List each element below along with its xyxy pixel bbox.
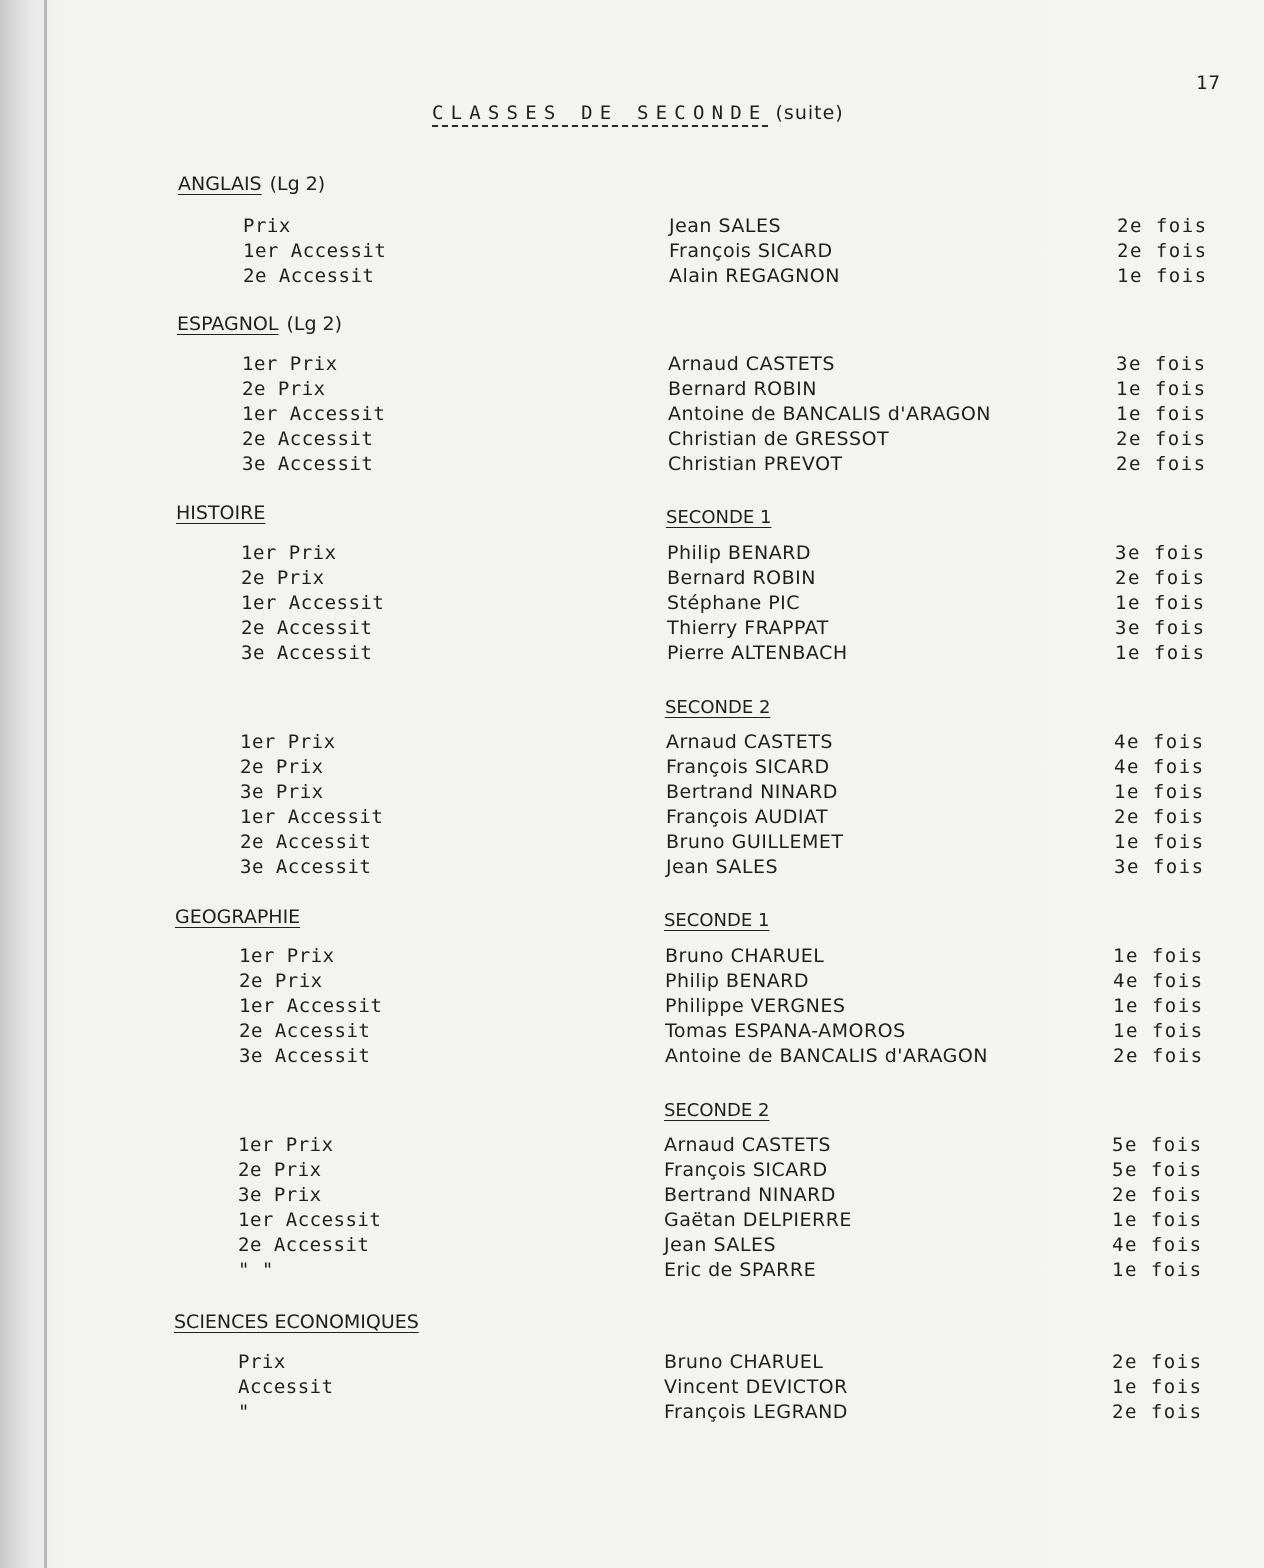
award-place: Prix [243, 215, 291, 237]
award-place: " [238, 1401, 250, 1423]
student-name: Arnaud CASTETS [666, 731, 833, 753]
student-name: François SICARD [664, 1159, 828, 1181]
section-title: HISTOIRE [176, 502, 266, 524]
student-name: Christian PREVOT [668, 453, 843, 475]
student-name: Jean SALES [666, 856, 779, 878]
student-name: Gaëtan DELPIERRE [664, 1209, 852, 1231]
award-count: 1e fois [1114, 831, 1205, 853]
student-name: Christian de GRESSOT [668, 428, 890, 450]
student-name: Bernard ROBIN [667, 567, 816, 589]
award-count: 1e fois [1112, 1259, 1203, 1281]
section-title: ANGLAIS [178, 173, 262, 195]
section-heading-espagnol [177, 313, 342, 335]
section-title: SCIENCES ECONOMIQUES [174, 1311, 419, 1333]
student-name: Antoine de BANCALIS d'ARAGON [665, 1045, 989, 1067]
section-title: ESPAGNOL [177, 313, 279, 335]
award-place: 2e Prix [239, 970, 323, 992]
award-count: 1e fois [1117, 265, 1208, 287]
award-place: Accessit [238, 1376, 334, 1398]
award-place: 3e Prix [238, 1184, 322, 1206]
page-number: 17 [1196, 72, 1221, 94]
class-label: SECONDE 1 [666, 507, 772, 528]
award-count: 1e fois [1112, 1209, 1203, 1231]
award-count: 2e fois [1116, 428, 1207, 450]
student-name: Arnaud CASTETS [668, 353, 835, 375]
page-title-suffix: (suite) [775, 102, 844, 124]
award-count: 1e fois [1113, 1020, 1204, 1042]
page-title-main: CLASSES DE SECONDE [432, 102, 768, 127]
award-count: 5e fois [1112, 1134, 1203, 1156]
award-count: 2e fois [1117, 215, 1208, 237]
award-place: 1er Accessit [241, 592, 385, 614]
student-name: Arnaud CASTETS [664, 1134, 831, 1156]
student-name: Bertrand NINARD [664, 1184, 836, 1206]
award-count: 2e fois [1116, 453, 1207, 475]
section-heading-sciences-economiques [174, 1311, 419, 1333]
student-name: Antoine de BANCALIS d'ARAGON [668, 403, 992, 425]
student-name: Bertrand NINARD [666, 781, 838, 803]
award-count: 3e fois [1115, 542, 1206, 564]
award-place: 2e Accessit [241, 617, 373, 639]
award-place: 1er Prix [239, 945, 335, 967]
award-count: 1e fois [1114, 781, 1205, 803]
award-count: 1e fois [1116, 378, 1207, 400]
award-count: 1e fois [1115, 642, 1206, 664]
award-count: 2e fois [1113, 1045, 1204, 1067]
award-count: 3e fois [1116, 353, 1207, 375]
section-note: (Lg 2) [286, 313, 343, 335]
class-label: SECONDE 2 [665, 697, 771, 718]
award-count: 4e fois [1113, 970, 1204, 992]
section-note: (Lg 2) [269, 173, 326, 195]
student-name: Eric de SPARRE [664, 1259, 817, 1281]
student-name: François SICARD [669, 240, 833, 262]
award-count: 2e fois [1117, 240, 1208, 262]
award-count: 2e fois [1112, 1401, 1203, 1423]
student-name: Vincent DEVICTOR [664, 1376, 848, 1398]
award-place: 2e Accessit [242, 428, 374, 450]
award-place: " " [238, 1259, 274, 1281]
award-place: 1er Accessit [238, 1209, 382, 1231]
student-name: Philip BENARD [667, 542, 812, 564]
award-place: 1er Accessit [243, 240, 387, 262]
section-heading-geographie [175, 906, 300, 928]
award-place: 2e Accessit [238, 1234, 370, 1256]
award-count: 3e fois [1114, 856, 1205, 878]
award-place: 1er Accessit [242, 403, 386, 425]
award-place: 1er Accessit [239, 995, 383, 1017]
student-name: François AUDIAT [666, 806, 829, 828]
award-place: 1er Prix [238, 1134, 334, 1156]
award-place: 1er Prix [240, 731, 336, 753]
award-place: 3e Prix [240, 781, 324, 803]
student-name: Bruno CHARUEL [665, 945, 825, 967]
student-name: Jean SALES [664, 1234, 777, 1256]
class-label: SECONDE 1 [664, 910, 770, 931]
section-heading-anglais [178, 173, 325, 195]
section-heading-histoire [176, 502, 265, 524]
award-count: 1e fois [1115, 592, 1206, 614]
award-count: 1e fois [1113, 945, 1204, 967]
student-name: Philip BENARD [665, 970, 810, 992]
class-label: SECONDE 2 [664, 1100, 770, 1121]
award-place: 2e Prix [238, 1159, 322, 1181]
award-count: 1e fois [1113, 995, 1204, 1017]
award-place: 3e Accessit [242, 453, 374, 475]
student-name: Philippe VERGNES [665, 995, 846, 1017]
award-count: 2e fois [1112, 1184, 1203, 1206]
section-title: GEOGRAPHIE [175, 906, 301, 928]
award-place: 1er Prix [242, 353, 338, 375]
award-place: 3e Accessit [239, 1045, 371, 1067]
award-count: 2e fois [1114, 806, 1205, 828]
student-name: François LEGRAND [664, 1401, 848, 1423]
student-name: Bruno CHARUEL [664, 1351, 824, 1373]
award-place: Prix [238, 1351, 286, 1373]
award-place: 1er Prix [241, 542, 337, 564]
student-name: Pierre ALTENBACH [667, 642, 848, 664]
award-place: 3e Accessit [240, 856, 372, 878]
award-count: 2e fois [1115, 567, 1206, 589]
award-place: 2e Prix [240, 756, 324, 778]
binding-fold [44, 0, 47, 1568]
award-count: 4e fois [1114, 731, 1205, 753]
student-name: Alain REGAGNON [669, 265, 840, 287]
award-place: 3e Accessit [241, 642, 373, 664]
award-place: 2e Prix [242, 378, 326, 400]
award-place: 1er Accessit [240, 806, 384, 828]
student-name: Jean SALES [669, 215, 782, 237]
award-count: 5e fois [1112, 1159, 1203, 1181]
award-place: 2e Prix [241, 567, 325, 589]
student-name: François SICARD [666, 756, 830, 778]
award-count: 1e fois [1112, 1376, 1203, 1398]
student-name: Thierry FRAPPAT [667, 617, 829, 639]
student-name: Bernard ROBIN [668, 378, 817, 400]
award-count: 4e fois [1114, 756, 1205, 778]
student-name: Stéphane PIC [667, 592, 801, 614]
student-name: Bruno GUILLEMET [666, 831, 844, 853]
award-place: 2e Accessit [239, 1020, 371, 1042]
award-count: 1e fois [1116, 403, 1207, 425]
award-count: 3e fois [1115, 617, 1206, 639]
award-place: 2e Accessit [240, 831, 372, 853]
award-count: 2e fois [1112, 1351, 1203, 1373]
student-name: Tomas ESPANA-AMOROS [665, 1020, 906, 1042]
page-title [432, 102, 844, 124]
award-place: 2e Accessit [243, 265, 375, 287]
award-count: 4e fois [1112, 1234, 1203, 1256]
